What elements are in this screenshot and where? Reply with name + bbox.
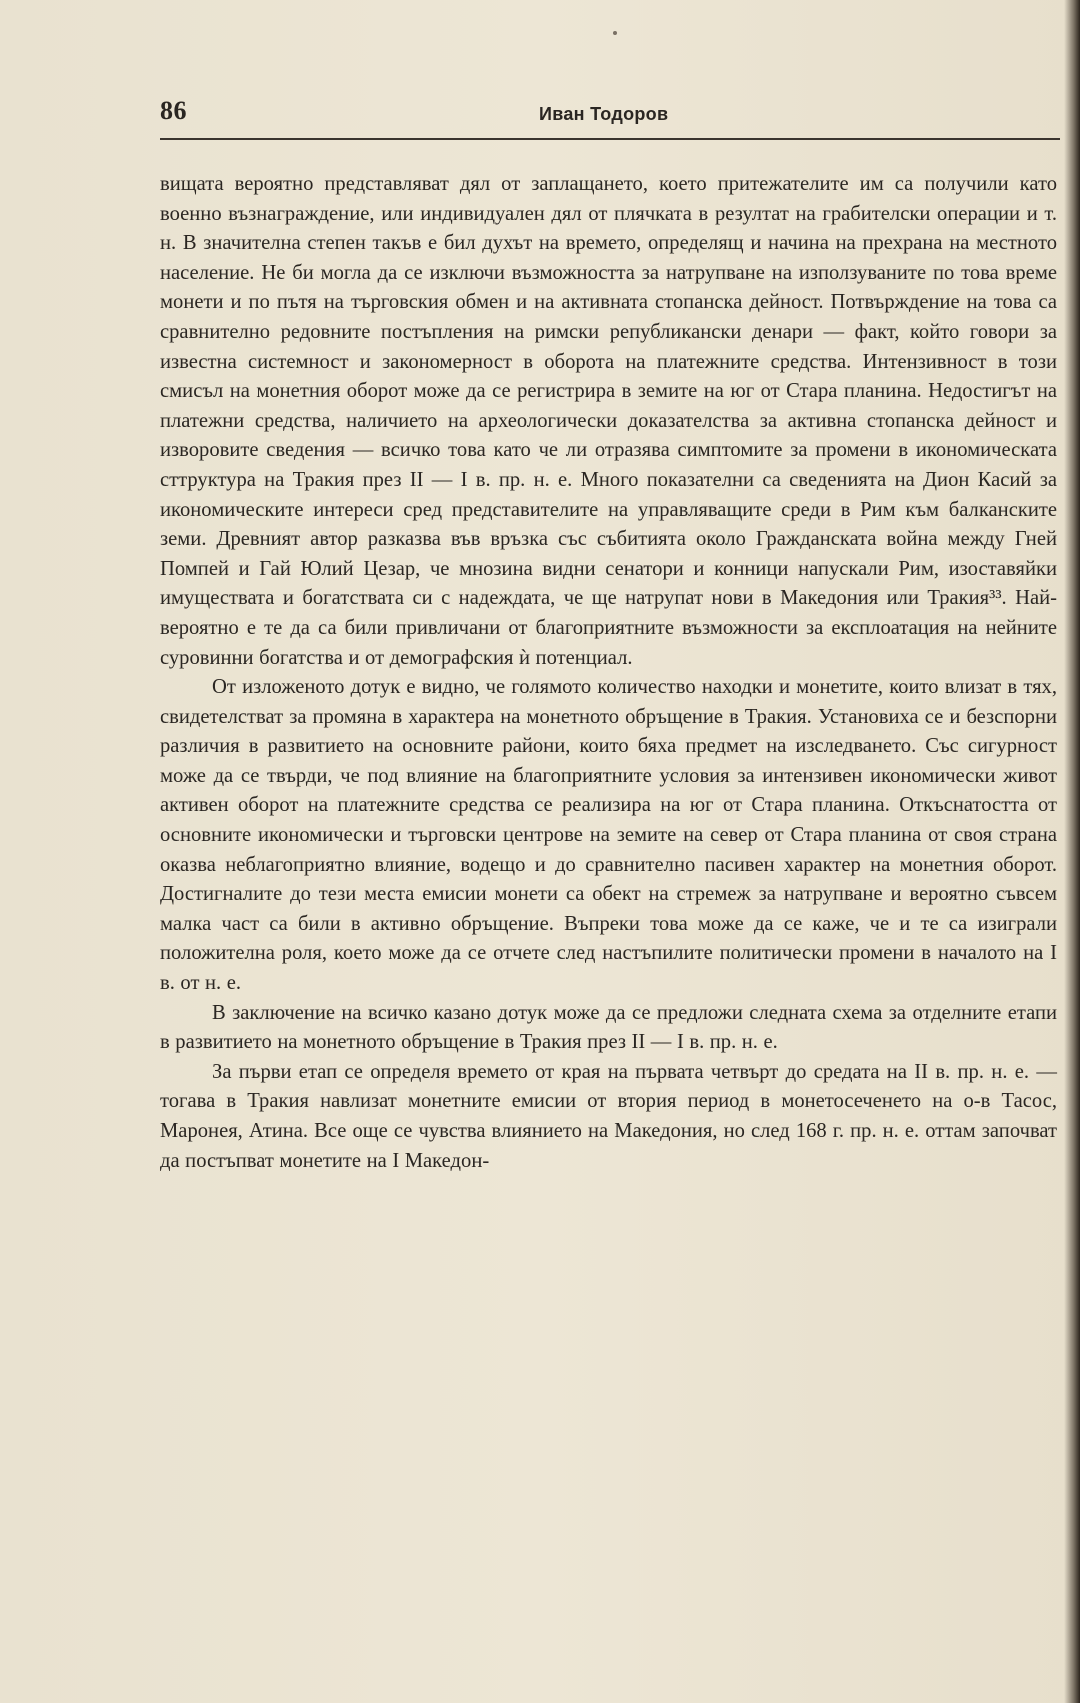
page-edge-shadow [1064,0,1080,1703]
body-text [160,170,1057,1176]
print-speck [613,31,617,35]
paragraph-2: От изложеното дотук е видно, че голямото количество находки и монетите, които влизат в тях, свидетелстват за промяна в характера на монетното обръщение в Тракия. Установиха се и безспорни различия в развитието на основните райони, които бяха предмет на изследването. Със сигурност може да се твърди, че под влияние на благоприятните условия за интензивен икономически живот активен оборот на платежните средства се реализира на юг от Стара планина. Откъснатостта от основните икономически и търговски центрове на земите на север от Стара планина от своя страна оказва неблагоприятно влияние, водещо и до сравнително пасивен характер на монетния оборот. Достигналите до тези места емисии монети са обект на стремеж за натрупване и вероятно съвсем малка част са били в активно обръщение. Въпреки това може да се каже, че и те са изиграли положителна роля, което може да се отчете след настъпилите политически промени в началото на I в. от н. е. [160,676,1057,995]
page-number: 86 [160,96,187,125]
paragraph-1: вищата вероятно представляват дял от заплащането, което притежателите им са получили като военно възнаграждение, или индивидуален дял от плячката в резултат на грабителски операции и т. н. В значителна степен такъв е бил духът на времето, определящ и начина на прехрана на местното население. Не би могла да се изключи възможността за натрупване на използуваните по това време монети и по пътя на търговския обмен и на активната стопанска дейност. Потвърждение на това са сравнително редовните постъпления на римски републикански денари — факт, който говори за известна системност и закономерност в оборота на платежните средства. Интензивност в този смисъл на монетния оборот може да се регистрира в земите на юг от Стара планина. Недостигът на платежни средства, наличието на археологически доказателства за активна стопанска дейност и изворовите сведения — всичко това като че ли отразява симптомите за промени в икономическата сттруктура на Тракия през II — I в. пр. н. е. Много показателни са сведенията на Дион Касий за икономическите интереси сред представителите на управляващите среди в Рим към балканските земи. Древният автор разказва във връзка със събитията около Гражданската война между Гней Помпей и Гай Юлий Цезар, че мнозина видни сенатори и конници напускали Рим, изоставяйки имуществата и богатствата си с надеждата, че ще натрупат нови в Македония или Тракия³³. Най-вероятно е те да са били привличани от благоприятните възможности за експлоатация на нейните суровинни богатства и от демографския ѝ потенциал. [160,173,1057,669]
running-header [160,96,1060,136]
running-header-author: Иван Тодоров [539,104,669,124]
header-rule [160,138,1060,140]
paragraph-4: За първи етап се определя времето от края на първата четвърт до средата на II в. пр. н. е. — тогава в Тракия навлизат монетните емисии от втория период в монетосеченето на о-в Тасос, Маронея, Атина. Все още се чувства влиянието на Македония, но след 168 г. пр. н. е. оттам започват да постъпват монетите на I Македон- [160,1060,1057,1172]
paragraph-3: В заключение на всичко казано дотук може да се предложи следната схема за отделните етапи в развитието на монетното обръщение в Тракия през II — I в. пр. н. е. [160,1001,1057,1054]
